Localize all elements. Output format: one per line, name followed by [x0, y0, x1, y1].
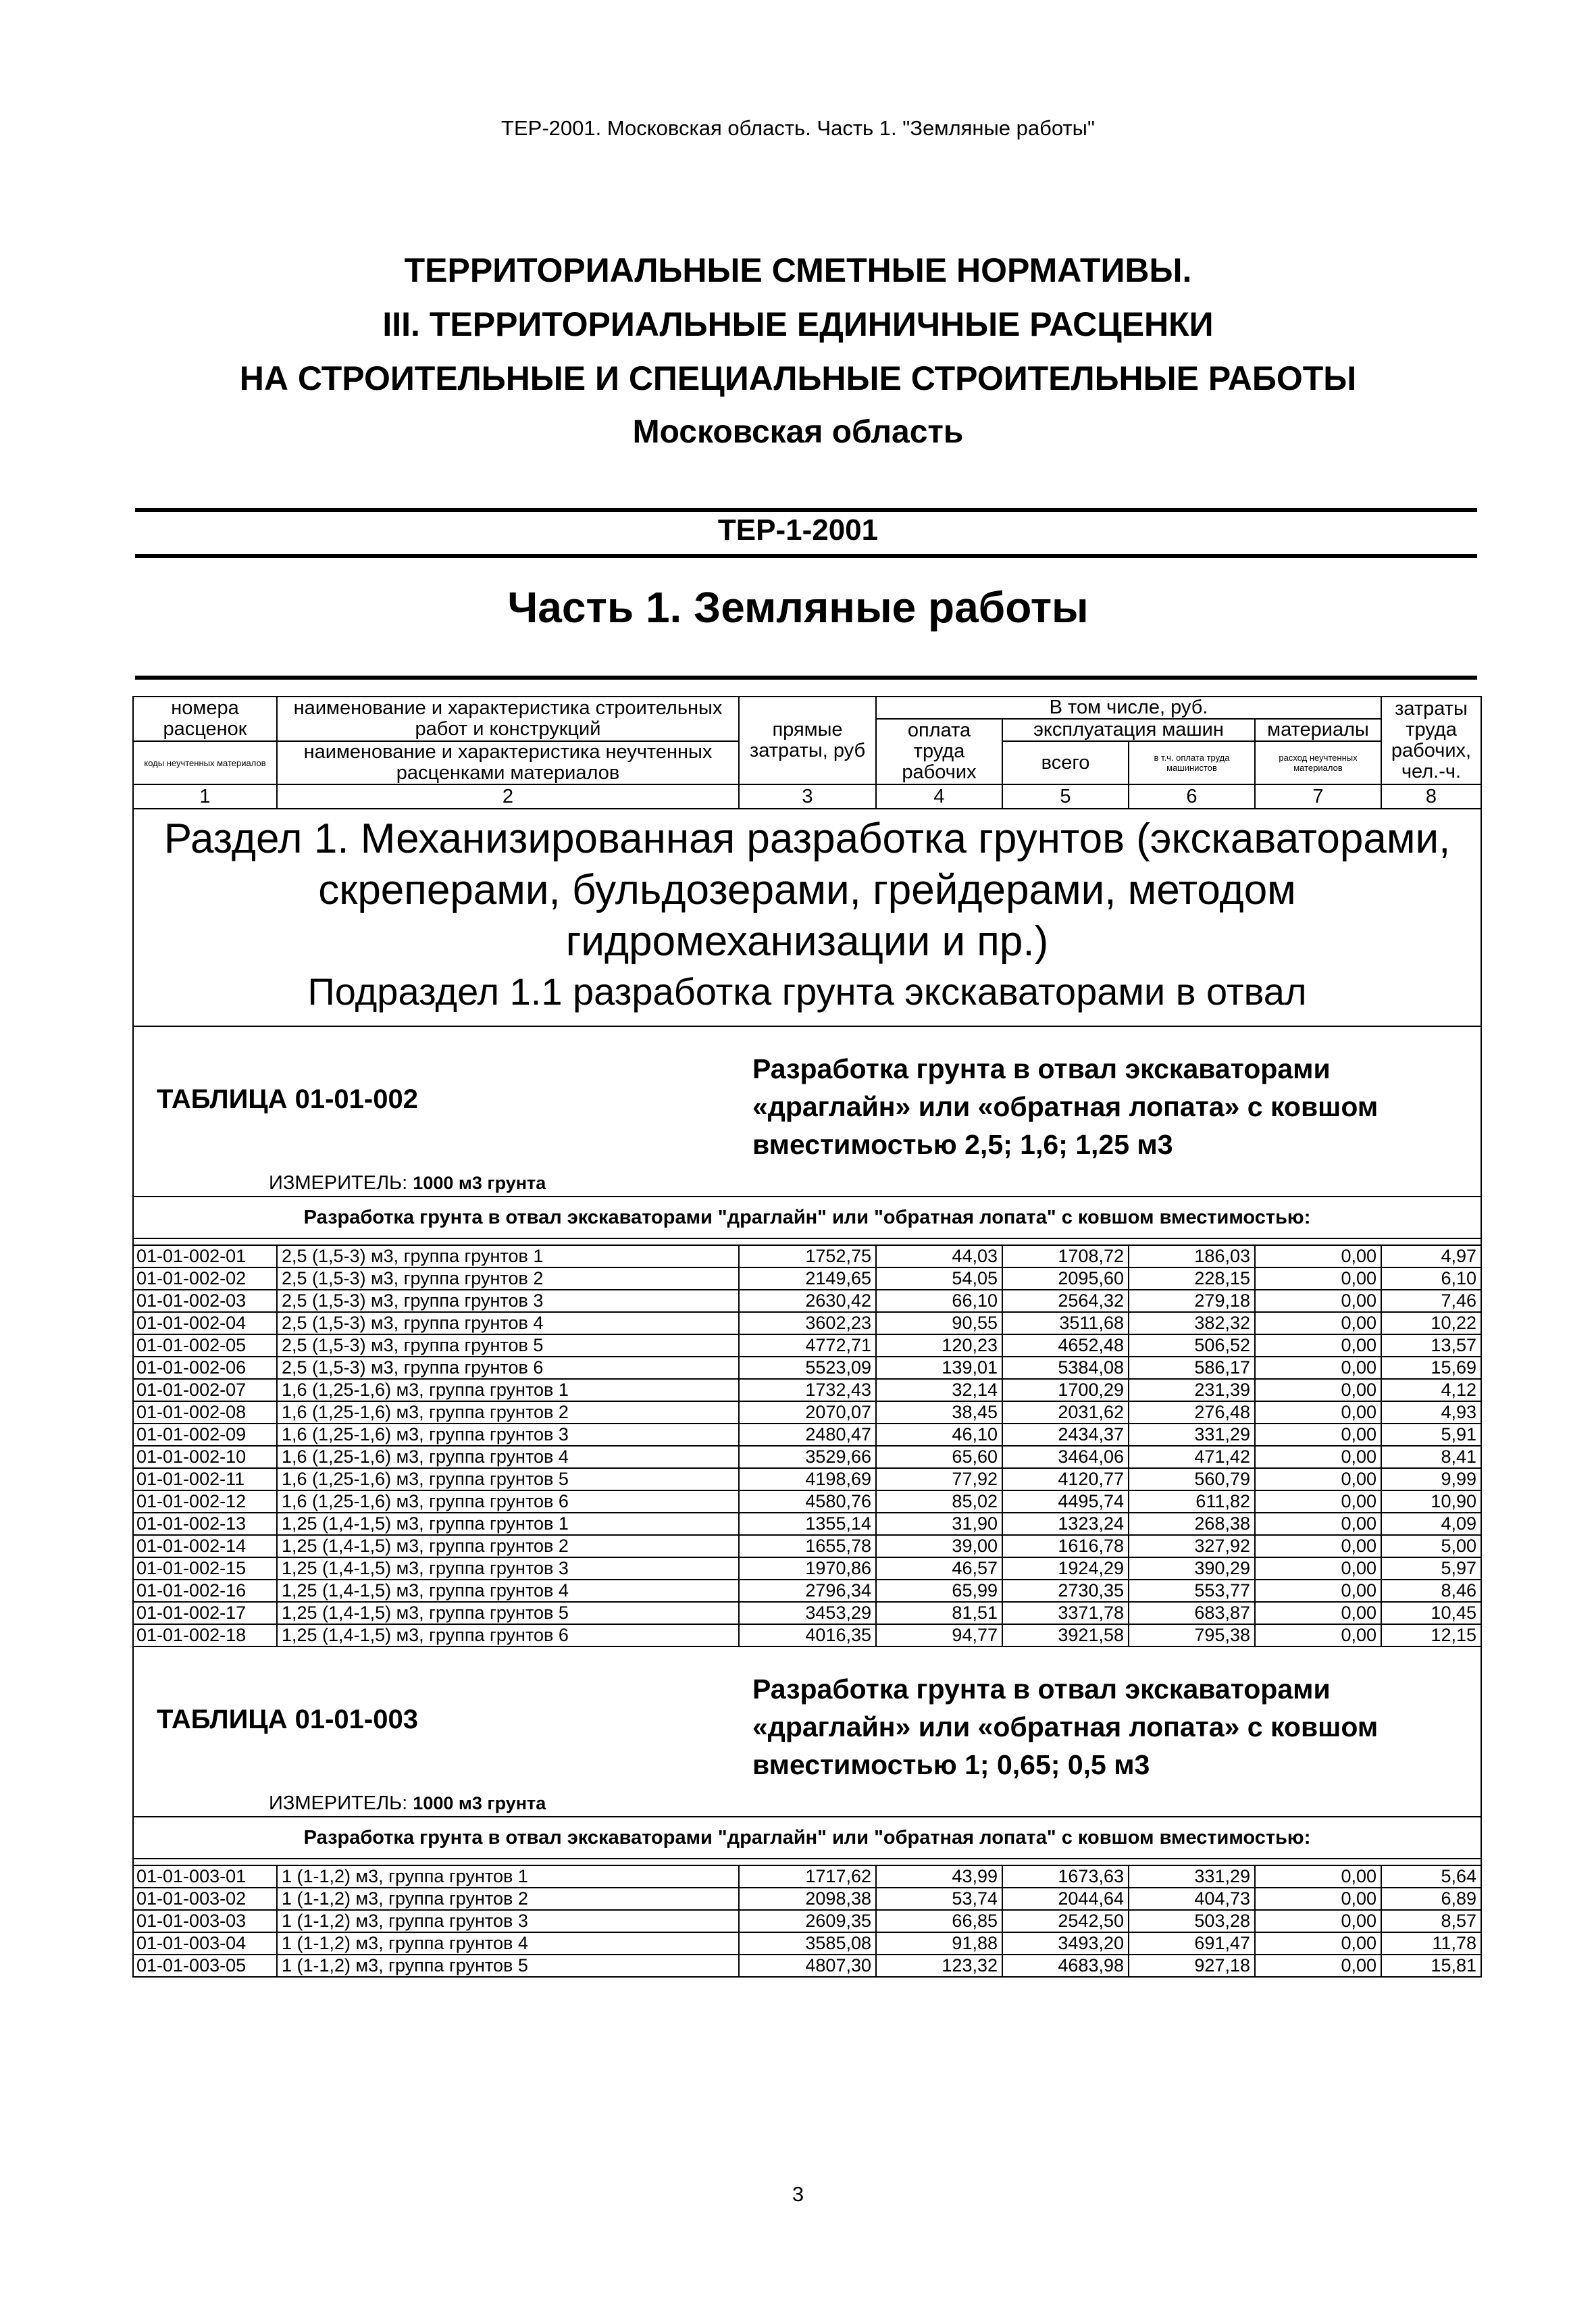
header-direct-costs: прямые затраты, руб — [739, 697, 876, 784]
wages: 94,77 — [876, 1624, 1002, 1646]
meter-value: 1000 м3 грунта — [413, 1793, 546, 1813]
wages: 65,60 — [876, 1446, 1002, 1468]
header-machines-total: всего — [1002, 741, 1129, 784]
header-materials-unaccounted: расход неучтенных материалов — [1255, 741, 1381, 784]
table-row — [133, 1888, 1481, 1910]
labor: 5,91 — [1381, 1424, 1481, 1446]
materials: 0,00 — [1255, 1535, 1381, 1557]
machines-wages: 186,03 — [1129, 1245, 1255, 1267]
rate-code: 01-01-003-04 — [133, 1932, 277, 1955]
materials: 0,00 — [1255, 1379, 1381, 1401]
spacer-row — [133, 1238, 1481, 1245]
divider-rule-bottom — [135, 676, 1477, 680]
table-head-row — [133, 1026, 1481, 1197]
section-cell — [133, 809, 1481, 1026]
section-title: Раздел 1. Механизированная разработка грунтов (экскаваторами, скреперами, бульдозерами, грейдерами, методом гидромеханизации и пр.) — [163, 815, 1451, 965]
machines-wages: 327,92 — [1129, 1535, 1255, 1557]
rate-code: 01-01-002-07 — [133, 1379, 277, 1401]
rate-code: 01-01-003-05 — [133, 1955, 277, 1977]
machines-total: 2095,60 — [1002, 1267, 1129, 1290]
table-row — [133, 1290, 1481, 1312]
wages: 32,14 — [876, 1379, 1002, 1401]
wages: 66,85 — [876, 1910, 1002, 1932]
direct-costs: 2480,47 — [739, 1424, 876, 1446]
title-line-2: III. ТЕРРИТОРИАЛЬНЫЕ ЕДИНИЧНЫЕ РАСЦЕНКИ — [382, 305, 1214, 343]
rate-code: 01-01-002-05 — [133, 1334, 277, 1357]
rate-name: 1,6 (1,25-1,6) м3, группа грунтов 6 — [277, 1490, 739, 1513]
rate-code: 01-01-003-02 — [133, 1888, 277, 1910]
rate-code: 01-01-002-17 — [133, 1602, 277, 1624]
labor: 10,22 — [1381, 1312, 1481, 1334]
group-title: Разработка грунта в отвал экскаваторами "драглайн" или "обратная лопата" с ковшом вместимостью: — [133, 1197, 1481, 1238]
labor: 15,81 — [1381, 1955, 1481, 1977]
materials: 0,00 — [1255, 1401, 1381, 1424]
table-row — [133, 1267, 1481, 1290]
materials: 0,00 — [1255, 1357, 1381, 1379]
rate-name: 2,5 (1,5-3) м3, группа грунтов 5 — [277, 1334, 739, 1357]
table-row — [133, 1557, 1481, 1580]
materials: 0,00 — [1255, 1446, 1381, 1468]
rate-code: 01-01-002-06 — [133, 1357, 277, 1379]
divider-rule-middle — [135, 554, 1477, 558]
column-number: 3 — [739, 784, 876, 809]
direct-costs: 4016,35 — [739, 1624, 876, 1646]
labor: 13,57 — [1381, 1334, 1481, 1357]
direct-costs: 2796,34 — [739, 1580, 876, 1602]
rate-name: 1,6 (1,25-1,6) м3, группа грунтов 5 — [277, 1468, 739, 1490]
rate-code: 01-01-002-08 — [133, 1401, 277, 1424]
direct-costs: 1355,14 — [739, 1513, 876, 1535]
labor: 11,78 — [1381, 1932, 1481, 1955]
table-meter — [269, 1793, 546, 1813]
direct-costs: 4772,71 — [739, 1334, 876, 1357]
header-including: В том числе, руб. — [876, 697, 1381, 719]
machines-total: 1924,29 — [1002, 1557, 1129, 1580]
wages: 54,05 — [876, 1267, 1002, 1290]
meter-value: 1000 м3 грунта — [413, 1173, 546, 1193]
direct-costs: 2630,42 — [739, 1290, 876, 1312]
group-title-row — [133, 1197, 1481, 1238]
machines-wages: 560,79 — [1129, 1468, 1255, 1490]
divider-rule-top — [135, 508, 1477, 512]
table-row — [133, 1490, 1481, 1513]
machines-wages: 503,28 — [1129, 1910, 1255, 1932]
table-row — [133, 1955, 1481, 1977]
table-row — [133, 1334, 1481, 1357]
rate-name: 1 (1-1,2) м3, группа грунтов 1 — [277, 1865, 739, 1888]
labor: 4,93 — [1381, 1401, 1481, 1424]
rate-name: 1,6 (1,25-1,6) м3, группа грунтов 2 — [277, 1401, 739, 1424]
rate-code: 01-01-002-10 — [133, 1446, 277, 1468]
rate-code: 01-01-002-02 — [133, 1267, 277, 1290]
rate-name: 1,25 (1,4-1,5) м3, группа грунтов 4 — [277, 1580, 739, 1602]
materials: 0,00 — [1255, 1955, 1381, 1977]
rate-name: 1 (1-1,2) м3, группа грунтов 2 — [277, 1888, 739, 1910]
spacer-row — [133, 1859, 1481, 1865]
machines-total: 4120,77 — [1002, 1468, 1129, 1490]
wages: 81,51 — [876, 1602, 1002, 1624]
machines-total: 2542,50 — [1002, 1910, 1129, 1932]
wages: 91,88 — [876, 1932, 1002, 1955]
machines-total: 3921,58 — [1002, 1624, 1129, 1646]
wages: 38,45 — [876, 1401, 1002, 1424]
labor: 8,57 — [1381, 1910, 1481, 1932]
machines-total: 3371,78 — [1002, 1602, 1129, 1624]
rate-name: 1 (1-1,2) м3, группа грунтов 5 — [277, 1955, 739, 1977]
header-wages: оплата труда рабочих — [876, 719, 1002, 784]
table-row — [133, 1357, 1481, 1379]
machines-wages: 506,52 — [1129, 1334, 1255, 1357]
table-head-01-01-002 — [133, 1026, 1481, 1197]
table-row — [133, 1312, 1481, 1334]
header-labor: затраты труда рабочих, чел.-ч. — [1381, 697, 1481, 784]
group-title: Разработка грунта в отвал экскаваторами "драглайн" или "обратная лопата" с ковшом вместимостью: — [133, 1817, 1481, 1859]
table-row — [133, 1535, 1481, 1557]
table-row — [133, 1932, 1481, 1955]
table-row — [133, 1580, 1481, 1602]
column-number: 1 — [133, 784, 277, 809]
rate-code: 01-01-003-01 — [133, 1865, 277, 1888]
table-row — [133, 1513, 1481, 1535]
rate-code: 01-01-003-03 — [133, 1910, 277, 1932]
materials: 0,00 — [1255, 1245, 1381, 1267]
group-title-row — [133, 1817, 1481, 1859]
table-row — [133, 1468, 1481, 1490]
table-row — [133, 1379, 1481, 1401]
materials: 0,00 — [1255, 1557, 1381, 1580]
materials: 0,00 — [1255, 1424, 1381, 1446]
title-line-1: ТЕРРИТОРИАЛЬНЫЕ СМЕТНЫЕ НОРМАТИВЫ. — [404, 251, 1192, 289]
direct-costs: 2609,35 — [739, 1910, 876, 1932]
direct-costs: 5523,09 — [739, 1357, 876, 1379]
header-row-1 — [133, 697, 1481, 719]
rates-table — [132, 696, 1482, 1978]
direct-costs: 4807,30 — [739, 1955, 876, 1977]
wages: 53,74 — [876, 1888, 1002, 1910]
machines-total: 4495,74 — [1002, 1490, 1129, 1513]
machines-wages: 553,77 — [1129, 1580, 1255, 1602]
labor: 4,09 — [1381, 1513, 1481, 1535]
table-row — [133, 1446, 1481, 1468]
materials: 0,00 — [1255, 1932, 1381, 1955]
table-row — [133, 1865, 1481, 1888]
machines-total: 1323,24 — [1002, 1513, 1129, 1535]
wages: 123,32 — [876, 1955, 1002, 1977]
wages: 43,99 — [876, 1865, 1002, 1888]
direct-costs: 1970,86 — [739, 1557, 876, 1580]
machines-wages: 404,73 — [1129, 1888, 1255, 1910]
materials: 0,00 — [1255, 1624, 1381, 1646]
rate-code: 01-01-002-14 — [133, 1535, 277, 1557]
labor: 4,12 — [1381, 1379, 1481, 1401]
title-block — [0, 243, 1596, 459]
rate-name: 1,6 (1,25-1,6) м3, группа грунтов 4 — [277, 1446, 739, 1468]
rate-code: 01-01-002-03 — [133, 1290, 277, 1312]
direct-costs: 1655,78 — [739, 1535, 876, 1557]
machines-wages: 611,82 — [1129, 1490, 1255, 1513]
wages: 77,92 — [876, 1468, 1002, 1490]
rate-name: 2,5 (1,5-3) м3, группа грунтов 4 — [277, 1312, 739, 1334]
direct-costs: 2070,07 — [739, 1401, 876, 1424]
machines-wages: 795,38 — [1129, 1624, 1255, 1646]
table-name: ТАБЛИЦА 01-01-003 — [157, 1705, 418, 1734]
rate-code: 01-01-002-09 — [133, 1424, 277, 1446]
wages: 46,10 — [876, 1424, 1002, 1446]
table-head-row — [133, 1646, 1481, 1817]
materials: 0,00 — [1255, 1513, 1381, 1535]
materials: 0,00 — [1255, 1910, 1381, 1932]
wages: 120,23 — [876, 1334, 1002, 1357]
machines-wages: 683,87 — [1129, 1602, 1255, 1624]
machines-total: 1708,72 — [1002, 1245, 1129, 1267]
column-number: 6 — [1129, 784, 1255, 809]
meter-label: ИЗМЕРИТЕЛЬ: — [269, 1792, 408, 1814]
machines-total: 4683,98 — [1002, 1955, 1129, 1977]
direct-costs: 4198,69 — [739, 1468, 876, 1490]
header-code-bottom: коды неучтенных материалов — [133, 741, 277, 784]
column-number-row — [133, 784, 1481, 809]
labor: 5,64 — [1381, 1865, 1481, 1888]
wages: 90,55 — [876, 1312, 1002, 1334]
machines-total: 1700,29 — [1002, 1379, 1129, 1401]
machines-wages: 268,38 — [1129, 1513, 1255, 1535]
direct-costs: 1752,75 — [739, 1245, 876, 1267]
rate-name: 1,6 (1,25-1,6) м3, группа грунтов 1 — [277, 1379, 739, 1401]
machines-wages: 691,47 — [1129, 1932, 1255, 1955]
table-row — [133, 1424, 1481, 1446]
column-number: 2 — [277, 784, 739, 809]
rate-name: 2,5 (1,5-3) м3, группа грунтов 2 — [277, 1267, 739, 1290]
header-code-top: номера расценок — [133, 697, 277, 741]
table-row — [133, 1624, 1481, 1646]
labor: 12,15 — [1381, 1624, 1481, 1646]
header-machines-wages: в т.ч. оплата труда машинистов — [1129, 741, 1255, 784]
rate-code: 01-01-002-12 — [133, 1490, 277, 1513]
rate-name: 1,25 (1,4-1,5) м3, группа грунтов 5 — [277, 1602, 739, 1624]
running-header: ТЕР-2001. Московская область. Часть 1. "Земляные работы" — [501, 116, 1095, 140]
rate-name: 2,5 (1,5-3) м3, группа грунтов 3 — [277, 1290, 739, 1312]
rate-code: 01-01-002-04 — [133, 1312, 277, 1334]
title-line-3: НА СТРОИТЕЛЬНЫЕ И СПЕЦИАЛЬНЫЕ СТРОИТЕЛЬНЫЕ РАБОТЫ — [239, 359, 1357, 397]
labor: 6,89 — [1381, 1888, 1481, 1910]
rate-code: 01-01-002-15 — [133, 1557, 277, 1580]
machines-wages: 390,29 — [1129, 1557, 1255, 1580]
wages: 66,10 — [876, 1290, 1002, 1312]
rate-code: 01-01-002-01 — [133, 1245, 277, 1267]
table-row — [133, 1910, 1481, 1932]
machines-total: 2044,64 — [1002, 1888, 1129, 1910]
machines-total: 2564,32 — [1002, 1290, 1129, 1312]
machines-total: 2730,35 — [1002, 1580, 1129, 1602]
wages: 139,01 — [876, 1357, 1002, 1379]
labor: 6,10 — [1381, 1267, 1481, 1290]
machines-total: 3493,20 — [1002, 1932, 1129, 1955]
rate-name: 1,25 (1,4-1,5) м3, группа грунтов 6 — [277, 1624, 739, 1646]
rate-name: 2,5 (1,5-3) м3, группа грунтов 6 — [277, 1357, 739, 1379]
direct-costs: 2098,38 — [739, 1888, 876, 1910]
rate-code: 01-01-002-16 — [133, 1580, 277, 1602]
table-row — [133, 1401, 1481, 1424]
table-meter — [269, 1173, 546, 1193]
labor: 10,45 — [1381, 1602, 1481, 1624]
direct-costs: 2149,65 — [739, 1267, 876, 1290]
direct-costs: 1732,43 — [739, 1379, 876, 1401]
table-row — [133, 1245, 1481, 1267]
machines-total: 1673,63 — [1002, 1865, 1129, 1888]
machines-total: 4652,48 — [1002, 1334, 1129, 1357]
labor: 8,41 — [1381, 1446, 1481, 1468]
labor: 5,00 — [1381, 1535, 1481, 1557]
materials: 0,00 — [1255, 1580, 1381, 1602]
direct-costs: 3529,66 — [739, 1446, 876, 1468]
direct-costs: 3585,08 — [739, 1932, 876, 1955]
wages: 65,99 — [876, 1580, 1002, 1602]
materials: 0,00 — [1255, 1334, 1381, 1357]
materials: 0,00 — [1255, 1602, 1381, 1624]
machines-wages: 382,32 — [1129, 1312, 1255, 1334]
header-name-bottom: наименование и характеристика неучтенных расценками материалов — [277, 741, 739, 784]
machines-total: 5384,08 — [1002, 1357, 1129, 1379]
rate-name: 1,6 (1,25-1,6) м3, группа грунтов 3 — [277, 1424, 739, 1446]
machines-wages: 927,18 — [1129, 1955, 1255, 1977]
machines-wages: 228,15 — [1129, 1267, 1255, 1290]
rate-code: 01-01-002-18 — [133, 1624, 277, 1646]
rate-name: 1 (1-1,2) м3, группа грунтов 4 — [277, 1932, 739, 1955]
machines-wages: 331,29 — [1129, 1865, 1255, 1888]
wages: 31,90 — [876, 1513, 1002, 1535]
column-number: 5 — [1002, 784, 1129, 809]
materials: 0,00 — [1255, 1888, 1381, 1910]
table-description: Разработка грунта в отвал экскаваторами «драглайн» или «обратная лопата» с ковшом вместимостью 2,5; 1,6; 1,25 м3 — [752, 1053, 1379, 1160]
labor: 10,90 — [1381, 1490, 1481, 1513]
machines-wages: 586,17 — [1129, 1357, 1255, 1379]
wages: 44,03 — [876, 1245, 1002, 1267]
labor: 15,69 — [1381, 1357, 1481, 1379]
machines-wages: 279,18 — [1129, 1290, 1255, 1312]
direct-costs: 3602,23 — [739, 1312, 876, 1334]
direct-costs: 3453,29 — [739, 1602, 876, 1624]
column-number: 4 — [876, 784, 1002, 809]
wages: 46,57 — [876, 1557, 1002, 1580]
title-line-4: Московская область — [632, 414, 964, 450]
wages: 39,00 — [876, 1535, 1002, 1557]
machines-total: 1616,78 — [1002, 1535, 1129, 1557]
header-machines: эксплуатация машин — [1002, 719, 1255, 741]
table-row — [133, 1602, 1481, 1624]
machines-total: 3464,06 — [1002, 1446, 1129, 1468]
rate-name: 1,25 (1,4-1,5) м3, группа грунтов 3 — [277, 1557, 739, 1580]
column-number: 7 — [1255, 784, 1381, 809]
labor: 7,46 — [1381, 1290, 1481, 1312]
materials: 0,00 — [1255, 1468, 1381, 1490]
section-row — [133, 809, 1481, 1026]
rate-name: 1,25 (1,4-1,5) м3, группа грунтов 2 — [277, 1535, 739, 1557]
document-code: ТЕР-1-2001 — [717, 513, 879, 547]
machines-wages: 331,29 — [1129, 1424, 1255, 1446]
rate-name: 1,25 (1,4-1,5) м3, группа грунтов 1 — [277, 1513, 739, 1535]
materials: 0,00 — [1255, 1267, 1381, 1290]
labor: 8,46 — [1381, 1580, 1481, 1602]
labor: 9,99 — [1381, 1468, 1481, 1490]
machines-total: 2031,62 — [1002, 1401, 1129, 1424]
table-head-01-01-003 — [133, 1646, 1481, 1817]
meter-label: ИЗМЕРИТЕЛЬ: — [269, 1172, 408, 1194]
rate-name: 2,5 (1,5-3) м3, группа грунтов 1 — [277, 1245, 739, 1267]
subsection-title: Подраздел 1.1 разработка грунта экскаваторами в отвал — [307, 970, 1307, 1013]
rate-name: 1 (1-1,2) м3, группа грунтов 3 — [277, 1910, 739, 1932]
machines-wages: 471,42 — [1129, 1446, 1255, 1468]
table-name: ТАБЛИЦА 01-01-002 — [157, 1084, 418, 1114]
labor: 5,97 — [1381, 1557, 1481, 1580]
machines-wages: 231,39 — [1129, 1379, 1255, 1401]
page-number: 3 — [792, 2182, 804, 2206]
rate-code: 01-01-002-13 — [133, 1513, 277, 1535]
machines-wages: 276,48 — [1129, 1401, 1255, 1424]
direct-costs: 4580,76 — [739, 1490, 876, 1513]
machines-total: 3511,68 — [1002, 1312, 1129, 1334]
machines-total: 2434,37 — [1002, 1424, 1129, 1446]
materials: 0,00 — [1255, 1865, 1381, 1888]
materials: 0,00 — [1255, 1290, 1381, 1312]
labor: 4,97 — [1381, 1245, 1481, 1267]
rate-code: 01-01-002-11 — [133, 1468, 277, 1490]
header-materials: материалы — [1255, 719, 1381, 741]
column-number: 8 — [1381, 784, 1481, 809]
header-name-top: наименование и характеристика строительных работ и конструкций — [277, 697, 739, 741]
materials: 0,00 — [1255, 1312, 1381, 1334]
table-description: Разработка грунта в отвал экскаваторами «драглайн» или «обратная лопата» с ковшом вместимостью 1; 0,65; 0,5 м3 — [752, 1674, 1379, 1780]
direct-costs: 1717,62 — [739, 1865, 876, 1888]
part-title: Часть 1. Земляные работы — [507, 583, 1089, 632]
materials: 0,00 — [1255, 1490, 1381, 1513]
wages: 85,02 — [876, 1490, 1002, 1513]
